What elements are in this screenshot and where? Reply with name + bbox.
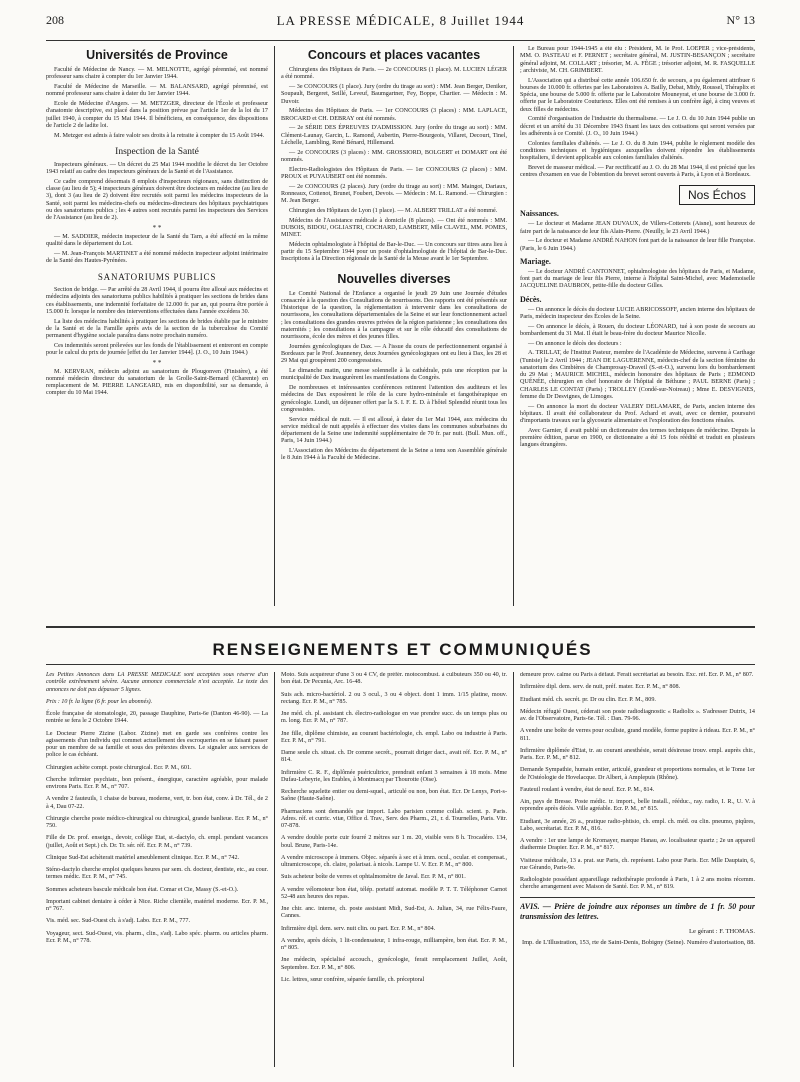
notice-abricossoff: — On annonce le décès du docteur LUCIE ABRICOSSOFF, ancien interne des hôpitaux de Paris, médecin inspecteur des Écoles de la Seine. bbox=[520, 306, 755, 320]
article-brides: Section de bridge. — Par arrêté du 28 Avril 1944, il pourra être alloué aux médecins et médecins adjoints des sanatoriums publics habilités à pratiquer les sections de brides dans ces établissements, une indemnité forfaitaire de 12.000 fr. par an, qui pourra être portée à 15.000 fr. lorsque le nombre des interventions effectuées dans l'année excédera 30. bbox=[46, 287, 268, 315]
classified-ad: Infirmière C. R. F., diplômée puéricultrice, prendrait enfant 3 semaines à 18 mois. Mme Dufau-Lebeyrie, les Erables, à Montmacq par Thourotte (Oise). bbox=[281, 769, 507, 783]
notice-cantonnet: — Le docteur ANDRÉ CANTONNET, ophtalmologiste des hôpitaux de Paris, et Madame, font part du mariage de leur fils Pierre, interne à l'hôpital Saint-Michel, avec Mademoiselle JACQUELINE DAUBRON, petite-fille du docteur Gilles. bbox=[520, 268, 755, 290]
classifieds-column-3 bbox=[520, 672, 755, 1067]
article-assistance: Médecins de l'Assistance médicale à domicile (8 places). — Ont été nommés : MM. DUBOIS, BIDOU, OGLIASTRI, COCHARD, LAMBERT, Mlle CLAVEL, MM. POMES, MINET. bbox=[281, 217, 507, 238]
article-comite-enfance: Le Comité National de l'Enfance a organisé le jeudi 29 Juin une Journée d'études consacrée à la question des Consultations de nourrissons. Des rapports ont été présentés sur l'historique de la question, la réglementation à intervenir dans les consultations de nourrissons, les consultations départementales de la Seine et sur leur fonctionnement actuel ; les consultations des grandes œuvres privées de la région parisienne ; les consultations des maternités ; les consultations à la campagne et sur le rôle éducatif des consultations de nourrissons, école des mères et des jeunes filles. bbox=[281, 290, 507, 340]
notice-garnier: Avec Garnier, il avait publié un dictionnaire des termes techniques de médecine. Depuis la première édition, parue en 1900, ce dictionnaire a été 15 fois réédité et traduit en plusieurs langues étrangères. bbox=[520, 427, 755, 449]
avis-rule bbox=[520, 897, 755, 898]
classified-rules: Les Petites Annonces dans LA PRESSE MÉDICALE sont acceptées sous réserve d'un contrôle extrêmement sévère. Aucune annonce commerciale n'est acceptée. Le texte des annonces ne doit pas dépasser 5 lignes. bbox=[46, 672, 268, 693]
classified-ad: Voyageur, sect. Sud-Ouest, vis. pharm., clin., s'adj. Labo spéc. pharm. ou articles pharm. Ecr. P. M., n° 778. bbox=[46, 930, 268, 944]
article-nancy: Faculté de Médecine de Nancy. — M. MELNOTTE, agrégé pérennisé, est nommé professeur sans chaire à compter du 1er Janvier 1944. bbox=[46, 67, 268, 81]
article-service-nuit: Service médical de nuit. — Il est alloué, à dater du 1er Mai 1944, aux médecins du service médical de nuit appelés à effectuer des visites dans les communes suburbaines du département de la Seine une indemnité supplémentaire de 70 fr. par nuit. (Bull. Mun. off., Paris, 14 Juin 1944.) bbox=[281, 416, 507, 445]
article-association: L'Association des Médecins du département de la Seine a tenu son Assemblée générale le 8 Juin 1944 à la Faculté de Médecine. bbox=[281, 448, 507, 462]
article-lyon: Chirurgien des Hôpitaux de Lyon (1 place). — M. ALBERT TRILLAT a été nommé. bbox=[289, 207, 498, 214]
heading-concours: Concours et places vacantes bbox=[307, 48, 481, 62]
classified-ad: Fille de Dr. prof. enseign., devoir, collège Etat, st.-dactylo, ch. empl. pendant vacances (juillet, Août et Sept.) ch. Dr. Tr. sér. réf. Ecr. P. M., n° 739. bbox=[46, 835, 268, 849]
classified-ad: A vendre : 1er une lampe de Kromayer, marque Hanau, av. localisateur quartz ; 2e un appareil diathermie Drapier. Ecr. P. M., n° 817. bbox=[520, 838, 755, 852]
classified-ad: Sténo-dactylo cherche emploi quelques heures par sem. ch. docteur, dentiste, etc., au cour. termes médic. Ecr. P. M., n° 745. bbox=[46, 867, 268, 881]
classified-ad: demeure prov. calme ou Paris à défaut. Ferait secrétariat au besoin. Exc. réf. Ecr. P. M., n° 807. bbox=[520, 672, 754, 678]
classified-ad: A vendre une boîte de verres pour oculiste, grand modèle, forme pupitre à rideau. Ecr. P. M., n° 811. bbox=[520, 728, 755, 742]
classified-ad: Etudiant, 3e année, 26 a., pratique radio-phtisio, ch. empl. ch. méd. ou clin. pneumo, piqûres, Labo, secrétariat. Ecr. P. M., 816. bbox=[520, 818, 755, 832]
classified-ad: Cherche infirmier psychiatr., bon présent., énergique, caractère agréable, pour malade environs Paris. Ecr. P. M., n° 707. bbox=[46, 776, 268, 790]
classified-ad: Fauteuil roulant à vendre, état de neuf. Ecr. P. M., 814. bbox=[520, 786, 655, 793]
article-dax-messe: Le dimanche matin, une messe solennelle à la cathédrale, puis une réception par la municipalité de Dax inaugurèrent les manifestations du Congrès. bbox=[281, 368, 507, 382]
classified-ad: A vendre double porte cuir fourré 2 mètres sur 1 m. 20, visible vers 8 h. Trocadéro. 134, boul. Brune, Paris-14e. bbox=[281, 835, 507, 849]
asterism-1: * * bbox=[152, 224, 162, 233]
column-rule-2 bbox=[513, 46, 514, 606]
classifieds-rule-1 bbox=[274, 672, 275, 1067]
avis-notice: AVIS. — Prière de joindre aux réponses un timbre de 1 fr. 50 pour transmission des lettres. bbox=[520, 901, 755, 921]
article-masseur: Brevet de masseur médical. — Par rectificatif au J. O. du 28 Mai 1944, il est précisé que les centres d'examen en vue de l'obtention du brevet seront ouverts à Paris, à Lyon et à Bordeaux. bbox=[520, 164, 755, 178]
classified-ad: Visiteuse médicale, 13 a. prat. sur Paris, ch. représent. Labo pour Paris. Ecr. Mlle Dauptain, 6, rue Gérando, Paris-9e. bbox=[520, 857, 755, 871]
classified-ad: Demande Sympathie, humain entier, articulé, grandeur et proportions normales, et le Tome 1er de l'Ostéologie de Hovelacque. Dr Albert, à Amplepuis (Rhône). bbox=[520, 767, 755, 781]
heading-naissances: Naissances. bbox=[520, 209, 559, 219]
page-number: 208 bbox=[46, 13, 64, 27]
classified-ad: Suis ach. micro-bactériol. 2 ou 3 ocul., 3 ou 4 object. dont 1 imm. 1/15 platine, mouv. rectang. Ecr. P. M., n° 785. bbox=[281, 691, 507, 705]
heading-mariage: Mariage. bbox=[520, 256, 551, 266]
notice-docteurs: — On annonce le décès des docteurs : bbox=[528, 340, 622, 347]
notice-duvaux: — Le docteur et Madame JEAN DUVAUX, de Villers-Cotterets (Aisne), sont heureux de faire part de la naissance de leur fils Alain-Pierre. (Neuilly, le 23 Avril 1944.) bbox=[520, 221, 755, 235]
classified-ad: A vendre microscope à immers. Objec. séparés à sec et à imm. ocul., ocular. et compensat., ultramicroscope, ch. claire, polarisat. à nicols. Lampe U. V. Ecr. P. M., n° 800. bbox=[281, 854, 507, 868]
classified-ad: Important cabinet dentaire à céder à Nice. Riche clientèle, matériel moderne. Ecr. P. M., n° 767. bbox=[46, 898, 268, 912]
section-rule-bottom bbox=[46, 664, 755, 665]
page-header bbox=[46, 13, 755, 39]
article-2e-concours: — 2e CONCOURS (3 places) : MM. GROSSIORD, BOLGERT et DOMART ont été nommés. bbox=[281, 149, 507, 163]
heading-universites: Universités de Province bbox=[86, 48, 228, 62]
classified-ad: Sommes acheteurs bascule médicale bon état. Comar et Cie, Massy (S.-et-O.). bbox=[46, 886, 239, 893]
classified-ad: Vis. méd. sec. Sud-Ouest ch. à s'adj. Labo. Ecr. P. M., 777. bbox=[46, 918, 190, 925]
article-electro-jury: — 2e CONCOURS (2 places). Jury (ordre du tirage au sort) : MM. Maingot, Dariaux, Ronneaux, Cottenot, Brunet, Foubert, Devois. — Médecin : M. L. Ramond. — Chirurgien : M. Jean Berger. bbox=[281, 183, 507, 204]
article-angers: Ecole de Médecine d'Angers. — M. METZGER, directeur de l'École et professeur d'anatomie descriptive, est placé dans la position prévue par l'article 1er de la loi du 17 juillet 1940, à compter du 15 Mai 1944. Il bénéficiera, en conséquence, des dispositions de l'article 2 de ladite loi. bbox=[46, 101, 268, 129]
classified-ad: Recherche squelette entier ou demi-squel., articulé ou non, bon état. Ecr. Dr Lenys, Port-s-Saône (Haute-Saône). bbox=[281, 789, 507, 803]
classified-ad: École française de stomatologie, 20, passage Dauphine, Paris-6e (Danton 46-90). — La rentrée se fera le 2 Octobre 1944. bbox=[46, 711, 268, 725]
classified-ad: Pharmaciens sont demandés par import. Labo parisien comme collab. scient. p. Paris. Adres. réf. et curric. vitæ, Office d. Trav., Serv. des Pharm., 21, r. d. Tournelles, Paris. Vitr. 07-878. bbox=[281, 808, 507, 829]
article-2e-serie: — 2e SÉRIE DES ÉPREUVES D'ADMISSION. Jury (ordre du tirage au sort) : MM. Clément-Launay, Garcin, L. Ramond, Aubertin, Pierre-Bourgeois, Villaret, Decourt, Tinel, Léchelle, Lambling, René Bénard, Hillemand. bbox=[281, 125, 507, 146]
printer-line: Imp. de L'Illustration, 153, rte de Saint-Denis, Bobigny (Seine). Numéro d'autorisation, 88. bbox=[521, 938, 755, 946]
classified-ad: Médecin réfugié Ouest, céderait son poste radiodiagnostic « Radiolix ». S'adresser Dutrix, 14 av. de l'Observatoire, Paris-6e. Tél. : Dan. 79-96. bbox=[520, 708, 755, 722]
article-inspecteurs: Inspecteurs généraux. — Un décret du 25 Mai 1944 modifie le décret du 1er Octobre 1943 relatif au cadre des inspecteurs généraux de la Santé et de l'Assistance. bbox=[46, 161, 268, 175]
article-chirurgiens: Chirurgiens des Hôpitaux de Paris. — 2e CONCOURS (1 place). M. LUCIEN LÉGER a été nommé. bbox=[281, 67, 507, 81]
classified-ad: Clinique Sud-Est achèterait matériel ameublement clinique. Ecr. P. M., n° 742. bbox=[46, 854, 240, 861]
article-liste: La liste des médecins habilités à pratiquer les sections de brides établie par le ministre de la Santé et de la Famille après avis de la section de la tuberculose du Comité permanent d'hygiène sociale paraîtra dans notre prochain numéro. bbox=[46, 318, 268, 339]
classified-ad: Jne fille, diplôme chimiste, au courant bactériologie, ch. empl. Labo ou industrie à Paris. Ecr. P. M., n° 791. bbox=[281, 730, 507, 744]
classified-ad: Radiologiste possédant appareillage radiothérapie profonde à Paris, 1 à 2 ans moins récemm. cherche arrangement avec Maison de Santé. Ecr. P. M., n° 819. bbox=[520, 877, 755, 891]
classified-ad: Ain, pays de Bresse. Poste médic. tr. import., belle install., rééduc., ray. radio, I. R., U. V. à reprendre après décès. Ville agréable. Ecr. P. M., n° 815. bbox=[520, 799, 755, 813]
notice-nahon: — Le docteur et Madame ANDRÉ NAHON font part de la naissance de leur fille Françoise. (Paris, le 6 Juin 1944.) bbox=[520, 238, 755, 252]
heading-deces: Décès. bbox=[520, 294, 542, 304]
classified-ad: A vendre, après décès, 1 lit-condensateur, 1 infra-rouge, milliampère, bon état. Ecr. P. M., n° 805. bbox=[281, 937, 507, 951]
classified-ad: Infirmière dipl. dem. serv. de nuit, préf. mater. Ecr. P. M., n° 808. bbox=[520, 684, 681, 691]
classified-ad: A vendre vélomoteur bon état, télép. portatif automat. modèle P. T. T. Téléphoner Carnot 52-48 aux heures des repas. bbox=[281, 886, 507, 900]
classified-ad: Jne chir. anc. interne, ch. poste assistant Midi, Sud-Est, A. Julian, 34, rue Félix-Faure, Cannes. bbox=[281, 906, 507, 920]
article-colonies: Colonies familiales d'aliénés. — Le J. O. du 8 Juin 1944, publie le règlement modèle des conditions techniques et hygiéniques auxquelles doivent répondre les établissements hospitaliers, il devient applicable aux colonies familiales d'aliénés. bbox=[520, 140, 755, 161]
classifieds-column-1 bbox=[46, 672, 268, 1067]
classified-price: Prix : 10 fr. la ligne (6 fr. pour les abonnés). bbox=[46, 698, 153, 705]
notice-trillat: A. TRILLAT, de l'Institut Pasteur, membre de l'Académie de Médecine, survenu à Carthage (Tunisie) le 2 Avril 1944 ; JEAN DE LAGUERENNE, médecin-chef de la section féminine du sanatorium des Cimbières de Champrosay-Draveil (S.-et-O.), survenu lors du bombardement du 29 Mai ; MAURICE MICHEL, médecin honoraire des hôpitaux de Paris ; EDMOND QUÉNÉE, chirurgien en chef honoraire de l'hôpital de Béthune ; PAUL BERNE (Paris) ; CHARLES LE CONTAT (Paris) ; TROLLEY (Condé-sur-Noireau) ; Mme E. DESVIGNES, femme du Dr Desvignes, de Limoges. bbox=[520, 350, 755, 400]
article-indemnites: Ces indemnités seront prélevées sur les fonds de l'établissement et entreront en compte pour le calcul du prix de journée [effet du 1er Janvier 1944]. (J. O., 10 Juin 1944.) bbox=[46, 342, 268, 356]
journal-title: LA PRESSE MÉDICALE, 8 Juillet 1944 bbox=[276, 13, 525, 28]
column-universites bbox=[46, 46, 268, 606]
article-marseille: Faculté de Médecine de Marseille. — M. BALANSARD, agrégé pérennisé, est nommé professeur sans chaire à dater du 1er Janvier 1944. bbox=[46, 84, 268, 98]
article-dax-conferences: De nombreuses et intéressantes conférences retinrent l'attention des auditeurs et les médecins de Dax exposèrent le rôle de la cure hydro-minérale et fangothérapique en gynécologie. Lundi, un déjeuner offert par la S. I. F. E. D. à l'hôtel Splendid réunit tous les congressistes. bbox=[281, 385, 507, 413]
article-electro-radiologistes: Electro-Radiologistes des Hôpitaux de Paris. — 1er CONCOURS (2 places) : MM. PROUX et PUYAUBERT ont été nommés. bbox=[281, 166, 507, 180]
classified-ad: Lic. lettres, sœur confrère, séparée famille, ch. préceptoral bbox=[281, 976, 425, 983]
classified-ad: Infirmière diplômée d'Etat, tr. au courant anesthésie, serait désireuse trouv. empl. auprès chir., Paris. Ecr. P. M., n° 812. bbox=[520, 747, 755, 761]
article-cadre: Ce cadre comprend désormais 8 emplois d'inspecteurs régionaux, sans distinction de classe (au lieu de 5); 4 inspecteurs généraux doivent être docteurs en médecine (au lieu de 3), dont 3 (au lieu de 2) doivent être recrutés soit parmi les médecins inspecteurs de la Santé, soit parmi les médecins-chefs ou médecins-directeurs des hôpitaux psychiatriques ou des sanatoriums publics ; les 4 autres sont recrutés parmi les inspecteurs des Services de l'Assistance (au lieu de 2). bbox=[46, 178, 268, 221]
article-dax: Journées gynécologiques de Dax. — A l'issue du cours de perfectionnement organisé à Bordeaux par le Prof. Jeanneney, deux Journées gynécologiques ont eu lieu à Dax, les 28 et 29 Mai qui groupèrent 200 congressistes. bbox=[281, 343, 507, 365]
article-metzger: M. Metzger est admis à faire valoir ses droits à la retraite à compter du 15 Août 1944. bbox=[54, 132, 265, 139]
classified-ad: Etudiant méd. ch. secrét. pr. Dr ou clin. Ecr. P. M., 809. bbox=[520, 696, 656, 703]
classified-ad: Chirurgien achète compt. poste chirurgical. Ecr. P. M., 601. bbox=[46, 764, 192, 771]
article-thermalisme: Comité d'organisation de l'industrie du thermalisme. — Le J. O. du 10 Juin 1944 publie un décret et un arrêté du 31 Décembre 1943 fixant les taux des cotisations qui seront versées par les adhérents à ce Comité. (J. O., 10 Juin 1944.) bbox=[520, 116, 755, 137]
article-3e-concours: — 3e CONCOURS (1 place). Jury (ordre du tirage au sort) : MM. Jean Berger, Deniker, Soupault, Bergeret, Seillé, Leveuf, Baumgartner, Fey, Boppe, Chartier. — Médecin : M. Duvoir. bbox=[281, 84, 507, 105]
column-rule-1 bbox=[274, 46, 275, 606]
classifieds-rule-2 bbox=[513, 672, 514, 1067]
article-medecins: Médecins des Hôpitaux de Paris. — 1er CONCOURS (3 places) : MM. LAPLACE, BROCARD et CH. DEBRAY ont été nommés. bbox=[281, 108, 507, 122]
notice-leonard: — On annonce le décès, à Rouen, du docteur LÉONARD, tué à son poste de secours au bombardement du 31 Mai. Il était le beau-frère du docteur Maurice Nicolle. bbox=[520, 323, 755, 337]
column-echos bbox=[520, 46, 755, 606]
column-concours bbox=[281, 46, 507, 606]
echos-heading-wrap bbox=[520, 185, 755, 205]
classified-ad: A vendre 2 fauteuils, 1 chaise de bureau, moderne, vert, tr. bon état, conv. à Dr. Tél., de 2 à 4, Dau 07-22. bbox=[46, 796, 268, 810]
article-bar-le-duc: Médecin ophtalmologiste à l'hôpital de Bar-le-Duc. — Un concours sur titres aura lieu à partir du 15 Septembre 1944 pour un poste d'ophtalmologiste de l'hôpital de Bar-le-Duc. Inscriptions à la Direction régionale de la Santé de la Meuse avant le 1er Septembre. bbox=[281, 241, 507, 263]
article-martinet: — M. Jean-François MARTINET a été nommé médecin inspecteur adjoint intérimaire de la Santé des Hautes-Pyrénées. bbox=[46, 250, 268, 264]
classified-ad: Jne méd. ch. pl. assistant ch. électro-radiologue en vue prendre succ. ds un temps plus ou m. long. Ecr. P. M., n° 787. bbox=[281, 711, 507, 725]
issue-number: N° 13 bbox=[726, 13, 755, 27]
gerant-line: Le gérant : F. THOMAS. bbox=[688, 927, 755, 935]
classified-ad: Dame seule ch. situat. ch. Dr comme secrét., pourrait diriger dact., avait réf. Ecr. P. M., n° 814. bbox=[281, 750, 507, 764]
heading-nouvelles: Nouvelles diverses bbox=[337, 271, 451, 286]
article-kervran: M. KERVRAN, médecin adjoint au sanatorium de Plougonven (Finistère), a été nommé médecin directeur du sanatorium de la Grolle-Saint-Bernard (Charente) en remplacement de M. PIERRE LANGEARD, mis en disponibilité, sur sa demande, à compter du 10 Mai 1944. bbox=[46, 368, 268, 397]
classified-ad: Le Docteur Pierre Zizine (Labor. Zizine) met en garde ses confrères contre les agissements d'un individu qui commet actuellement des escroqueries en se faisant passer pour un membre de sa famille et sous des prétextes divers. Le signaler aux services de police le cas échéant. bbox=[46, 730, 268, 759]
asterism-2: * * bbox=[152, 359, 162, 368]
classifieds-column-2 bbox=[281, 672, 507, 1067]
heading-sanatoriums: SANATORIUMS PUBLICS bbox=[97, 272, 217, 282]
article-saddier: — M. SADDIER, médecin inspecteur de la Santé du Tarn, a été affecté en la même qualité dans le département du Lot. bbox=[46, 233, 268, 247]
classified-ad: Chirurgie cherche poste médico-chirurgical ou chirurgical, grande banlieue. Ecr. P. M., n° 750. bbox=[46, 815, 268, 829]
notice-delamare: — On annonce la mort du docteur VALERY DELAMARE, de Paris, ancien interne des hôpitaux. Il avait été collaborateur du Prof. Achard et avait, avec ce dernier, poursuivi d'importants travaux sur la glycosurie alimentaire et l'exploration des fonctions rénales. bbox=[520, 403, 755, 424]
classified-ad: Infirmière dipl. dem. serv. nuit clin. ou part. Ecr. P. M., n° 804. bbox=[281, 925, 436, 932]
classified-ad: Jne médecin, spécialisé accouch., gynécologie, ferait remplacement Juillet, Août, Septembre. Ecr. P. M., n° 806. bbox=[281, 957, 507, 971]
heading-echos: Nos Échos bbox=[679, 185, 755, 205]
header-rule bbox=[46, 40, 755, 41]
classified-ad: Moto. Suis acquéreur d'une 3 ou 4 CV, de préfér. motocombust. à culbuteurs 350 ou 40, tr. bon état. Dr Pecunia, Arc. 16-48. bbox=[281, 672, 507, 686]
article-bureau: Le Bureau pour 1944-1945 a été élu : Président, M. le Prof. LOEPER ; vice-présidents, MM. O. PASTEAU et F. PERNET ; secrétaire général, M. JUSTIN-BESANÇON ; secrétaire général adjoint, M. COLLART ; trésorier, M. A. FÈGE ; trésorier adjoint, M. R. FASQUELLE ; archiviste, M. CH. GRIMBERT. bbox=[520, 46, 755, 74]
section-rule-top bbox=[46, 626, 755, 628]
heading-inspection: Inspection de la Santé bbox=[115, 146, 199, 157]
classified-ad: Suis acheteur boîte de verres et ophtalmomètre de Javal. Ecr. P. M., n° 801. bbox=[281, 874, 466, 881]
heading-renseignements: RENSEIGNEMENTS ET COMMUNIQUÉS bbox=[212, 640, 593, 659]
article-secours: L'Association qui a distribué cette année 106.650 fr. de secours, a pu également attribuer 6 bourses de 10.000 fr. offertes par les Laboratoires A. Bailly, Debat, Midy, Roussel, Théraplix et Spécia, une bourse de 5.000 fr. offerte par le Laboratoire Mouneyrat, et une bourse de 3.000 fr. offerte par le Laboratoire Couturieux. Elles ont été remises à un confrère âgé, à cinq veuves et deux filles de médecins. bbox=[520, 77, 755, 113]
